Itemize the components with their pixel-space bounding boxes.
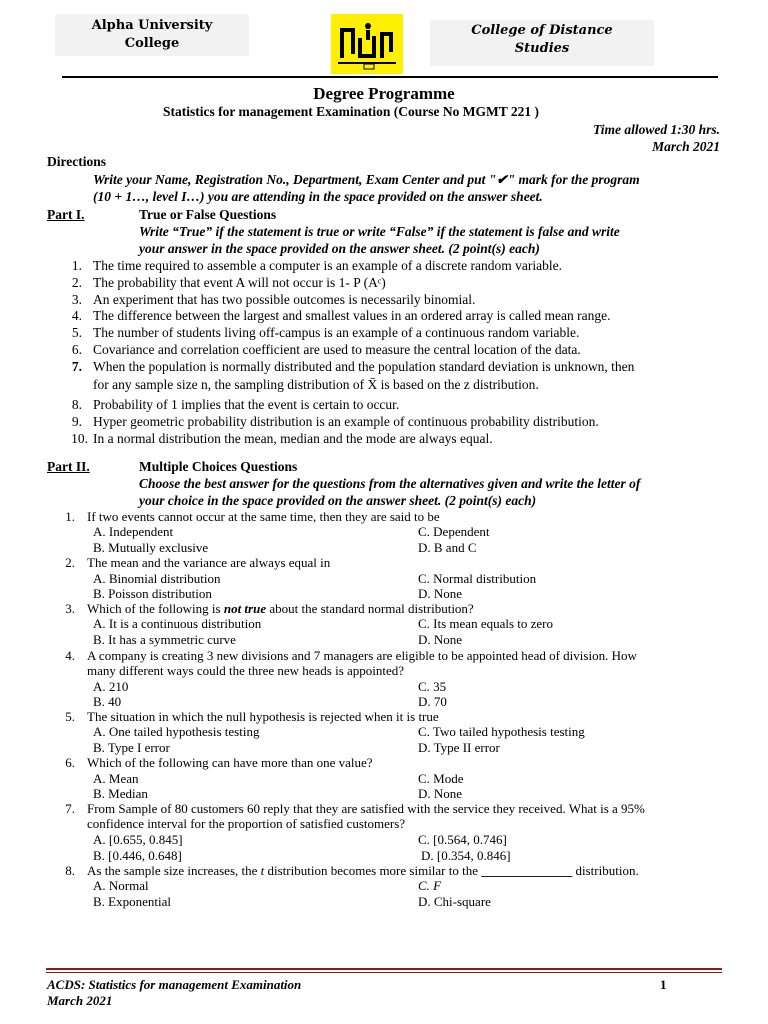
- mc-number: 3.: [65, 601, 75, 616]
- part1-label: Part I.: [47, 207, 85, 222]
- mc-option-c: C. Dependent: [418, 524, 490, 539]
- mc-number: 7.: [65, 801, 75, 816]
- mc-option-a: A. Mean: [93, 771, 139, 786]
- mc-number: 6.: [65, 755, 75, 770]
- mc-question: Which of the following can have more than one value?: [87, 755, 373, 770]
- part2-instructions-line2: your choice in the space provided on the answer sheet. (2 point(s) each): [139, 493, 537, 508]
- mc-option-d: D. 70: [418, 694, 447, 709]
- time-allowed: Time allowed 1:30 hrs.: [593, 122, 720, 137]
- part1-instructions-line1: Write “True” if the statement is true or write “False” if the statement is false and write: [139, 224, 620, 239]
- part2-label: Part II.: [47, 459, 90, 474]
- tf-number: 9.: [71, 414, 82, 429]
- mc-option-c: C. Normal distribution: [418, 571, 537, 586]
- mc-question: As the sample size increases, the t distribution becomes more similar to the ______________ distribution.: [87, 863, 639, 878]
- mc-option-c: C. Its mean equals to zero: [418, 616, 554, 631]
- directions-heading: Directions: [47, 154, 106, 169]
- tf-number: 5.: [71, 325, 82, 340]
- part1-title: True or False Questions: [139, 207, 277, 222]
- mc-question: A company is creating 3 new divisions and 7 managers are eligible to be appointed head of division. How: [87, 648, 637, 663]
- college-name-box: [430, 20, 654, 66]
- tf-number: 8.: [71, 397, 82, 412]
- mc-option-d: D. None: [418, 632, 463, 647]
- mc-option-a: A. 210: [93, 679, 129, 694]
- mc-question: If two events cannot occur at the same time, then they are said to be: [87, 509, 440, 524]
- mc-option-d: D. B and C: [418, 540, 477, 555]
- tf-question: An experiment that has two possible outcomes is necessarily binomial.: [93, 292, 476, 307]
- mc-option-d: D. [0.354, 0.846]: [421, 848, 511, 863]
- part1-instructions-line2: your answer in the space provided on the answer sheet. (2 point(s) each): [139, 241, 540, 256]
- mc-option-a: A. Binomial distribution: [93, 571, 221, 586]
- part2-title: Multiple Choices Questions: [139, 459, 298, 474]
- tf-number: 1.: [71, 258, 82, 273]
- college-name-line2: Studies: [514, 41, 570, 56]
- mc-question-continued: confidence interval for the proportion of satisfied customers?: [87, 816, 406, 831]
- page-number: 1: [660, 977, 667, 992]
- mc-option-d: D. Type II error: [418, 740, 500, 755]
- mc-option-b: B. Poisson distribution: [93, 586, 212, 601]
- tf-question: In a normal distribution the mean, median and the mode are always equal.: [93, 431, 493, 446]
- mc-option-b: B. [0.446, 0.648]: [93, 848, 182, 863]
- mc-question: From Sample of 80 customers 60 reply that they are satisfied with the service they received. What is a 95%: [87, 801, 645, 816]
- university-name-box: [55, 14, 249, 56]
- mc-number: 1.: [65, 509, 75, 524]
- mc-option-c: C. Two tailed hypothesis testing: [418, 724, 585, 739]
- tf-question: The difference between the largest and smallest values in an ordered array is called mean range.: [93, 308, 611, 323]
- tf-question-continued: for any sample size n, the sampling distribution of X̄ is based on the z distribution.: [93, 377, 539, 392]
- directions-line2: (10 + 1…, level I…) you are attending in the space provided on the answer sheet.: [93, 189, 543, 204]
- footer-date: March 2021: [47, 993, 113, 1008]
- mc-option-a: A. [0.655, 0.845]: [93, 832, 183, 847]
- mc-question: The mean and the variance are always equal in: [87, 555, 331, 570]
- tf-number: 3.: [71, 292, 82, 307]
- footer-divider-thin: [46, 972, 722, 973]
- mc-option-c: C. Mode: [418, 771, 464, 786]
- tf-number: 4.: [71, 308, 82, 323]
- mc-option-a: A. It is a continuous distribution: [93, 616, 262, 631]
- tf-number: 10.: [71, 431, 88, 446]
- university-name-line1: Alpha University: [91, 18, 213, 33]
- mc-question: Which of the following is not true about the standard normal distribution?: [87, 601, 474, 616]
- mc-option-b: B. Mutually exclusive: [93, 540, 209, 555]
- tf-question: The time required to assemble a computer is an example of a discrete random variable.: [93, 258, 562, 273]
- mc-option-c: C. [0.564, 0.746]: [418, 832, 507, 847]
- mc-question: The situation in which the null hypothesis is rejected when it is true: [87, 709, 439, 724]
- university-logo-icon: [331, 14, 403, 74]
- tf-question: Covariance and correlation coefficient are used to measure the central location of the data.: [93, 342, 581, 357]
- mc-option-c: C. 35: [418, 679, 447, 694]
- tf-number: 7.: [71, 359, 82, 374]
- directions-line1: Write your Name, Registration No., Department, Exam Center and put "✔" mark for the program: [93, 172, 640, 187]
- mc-option-a: A. Independent: [93, 524, 174, 539]
- tf-question: Probability of 1 implies that the event is certain to occur.: [93, 397, 400, 412]
- mc-option-a: A. Normal: [93, 878, 149, 893]
- mc-question-continued: many different ways could the three new heads is appointed?: [87, 663, 405, 678]
- mc-option-d: D. None: [418, 586, 463, 601]
- mc-option-b: B. Type I error: [93, 740, 170, 755]
- mc-number: 4.: [65, 648, 75, 663]
- mc-option-c: C. F: [418, 878, 442, 893]
- mc-option-b: B. Exponential: [93, 894, 171, 909]
- programme-title: Degree Programme: [313, 84, 455, 103]
- university-name-line2: College: [124, 36, 180, 51]
- mc-option-d: D. Chi-square: [418, 894, 491, 909]
- tf-number: 2.: [71, 275, 82, 290]
- exam-date: March 2021: [652, 139, 720, 154]
- mc-number: 2.: [65, 555, 75, 570]
- part2-instructions-line1: Choose the best answer for the questions from the alternatives given and write the letter of: [139, 476, 641, 491]
- mc-option-b: B. Median: [93, 786, 148, 801]
- mc-option-a: A. One tailed hypothesis testing: [93, 724, 260, 739]
- header-divider: [62, 76, 718, 78]
- mc-number: 8.: [65, 863, 75, 878]
- tf-number: 6.: [71, 342, 82, 357]
- exam-title: Statistics for management Examination (Course No MGMT 221 ): [163, 104, 539, 119]
- mc-option-b: B. It has a symmetric curve: [93, 632, 236, 647]
- tf-question: The number of students living off-campus is an example of a continuous random variable.: [93, 325, 580, 340]
- mc-option-b: B. 40: [93, 694, 122, 709]
- footer-divider: [46, 968, 722, 970]
- footer-course: ACDS: Statistics for management Examination: [47, 977, 302, 992]
- tf-question: When the population is normally distributed and the population standard deviation is unknown, then: [93, 359, 635, 374]
- mc-option-d: D. None: [418, 786, 463, 801]
- tf-question: The probability that event A will not occur is 1- P (Aᶜ): [93, 275, 386, 290]
- tf-question: Hyper geometric probability distribution is an example of continuous probability distribution.: [93, 414, 599, 429]
- college-name-line1: College of Distance: [471, 23, 613, 38]
- mc-number: 5.: [65, 709, 75, 724]
